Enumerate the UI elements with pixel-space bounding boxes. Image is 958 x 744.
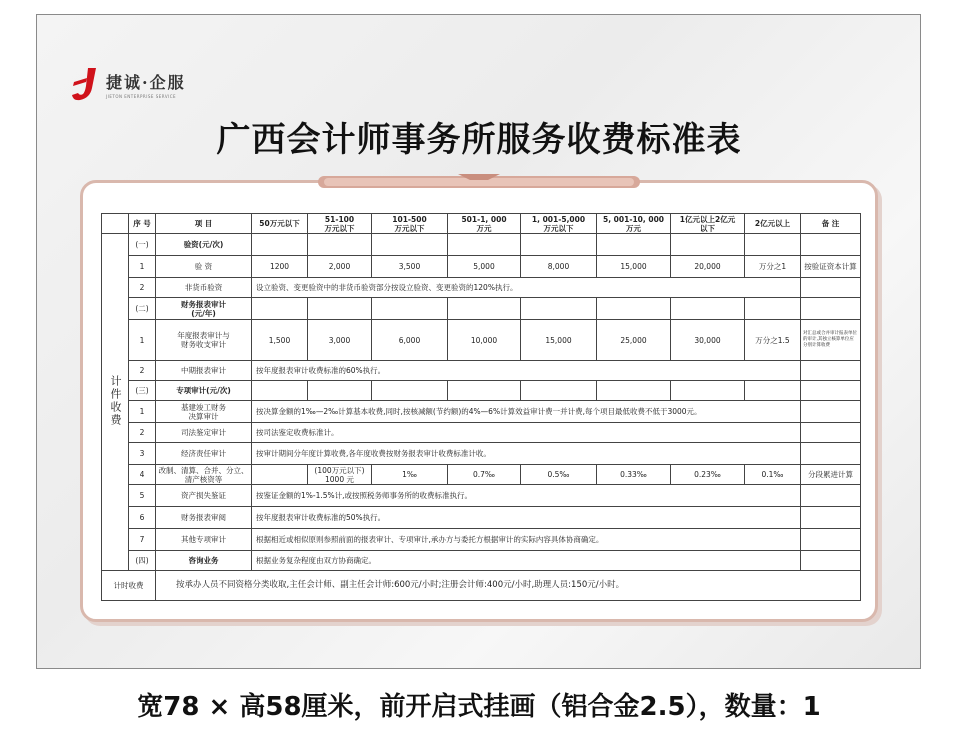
row-number: 6 — [129, 507, 156, 529]
side-label-cell — [102, 234, 129, 571]
empty-cell — [372, 381, 448, 401]
hourly-fee-row — [102, 571, 861, 601]
empty-cell — [252, 381, 308, 401]
fee-value: 15,000 — [521, 320, 597, 361]
fee-value: (100万元以下) 1000 元 — [308, 465, 372, 485]
row-number: 1 — [129, 256, 156, 278]
row-item: 司法鉴定审计 — [156, 423, 252, 443]
row-note: 对汇总或合并审计报表单位的审计,其独立核算单位应分别计算收费 — [801, 320, 861, 361]
empty-cell — [252, 234, 308, 256]
empty-cell — [372, 298, 448, 320]
fee-value: 0.1‰ — [745, 465, 801, 485]
column-header: 序 号 — [129, 214, 156, 234]
row-number: (四) — [129, 551, 156, 571]
empty-cell — [448, 234, 521, 256]
table-row — [102, 529, 861, 551]
row-description: 按年度报表审计收费标准的60%执行。 — [252, 361, 801, 381]
row-item: 财务报表审阅 — [156, 507, 252, 529]
table-row — [102, 551, 861, 571]
empty-cell — [448, 298, 521, 320]
empty-cell — [597, 234, 671, 256]
fee-value: 10,000 — [448, 320, 521, 361]
row-item: 验资(元/次) — [156, 234, 252, 256]
empty-cell — [745, 234, 801, 256]
row-note: 分段累进计算 — [801, 465, 861, 485]
fee-value: 5,000 — [448, 256, 521, 278]
row-description: 按决算金额的1‰—2‰计算基本收费,同时,按核减额(节约额)的4%—6%计算效益审计费一并计费,每个项目最低收费不低于3000元。 — [252, 401, 801, 423]
brand-logo — [70, 66, 186, 102]
row-item: 验 资 — [156, 256, 252, 278]
row-description: 设立验资、变更验资中的非货币验资部分按设立验资、变更验资的120%执行。 — [252, 278, 801, 298]
row-item: 其他专项审计 — [156, 529, 252, 551]
table-row — [102, 485, 861, 507]
table-row — [102, 465, 861, 485]
row-number: 1 — [129, 320, 156, 361]
blank-corner-cell — [102, 214, 129, 234]
row-description: 按司法鉴定收费标准计。 — [252, 423, 801, 443]
row-number: 4 — [129, 465, 156, 485]
empty-cell — [671, 234, 745, 256]
table-row — [102, 278, 861, 298]
row-note — [801, 443, 861, 465]
empty-cell — [521, 298, 597, 320]
row-number: (二) — [129, 298, 156, 320]
table-row — [102, 507, 861, 529]
row-note: 按验证资本计算 — [801, 256, 861, 278]
empty-cell — [801, 298, 861, 320]
row-item: 非货币验资 — [156, 278, 252, 298]
column-header: 1, 001-5,000 万元以下 — [521, 214, 597, 234]
row-note — [801, 401, 861, 423]
empty-cell — [252, 298, 308, 320]
brand-name: 捷诚·企服 — [106, 72, 186, 92]
column-header: 1亿元以上2亿元 以下 — [671, 214, 745, 234]
fee-value: 3,000 — [308, 320, 372, 361]
empty-cell — [671, 381, 745, 401]
empty-cell — [521, 234, 597, 256]
row-note — [801, 278, 861, 298]
column-header: 101-500 万元以下 — [372, 214, 448, 234]
empty-cell — [521, 381, 597, 401]
column-header: 备 注 — [801, 214, 861, 234]
empty-cell — [308, 234, 372, 256]
row-description: 按年度报表审计收费标准的50%执行。 — [252, 507, 801, 529]
empty-cell — [745, 381, 801, 401]
fee-value: 0.23‰ — [671, 465, 745, 485]
row-number: 2 — [129, 423, 156, 443]
fee-value: 25,000 — [597, 320, 671, 361]
row-number: 7 — [129, 529, 156, 551]
fee-value: 1200 — [252, 256, 308, 278]
row-item: 经济责任审计 — [156, 443, 252, 465]
fee-standard-table — [101, 213, 861, 601]
fee-value — [252, 465, 308, 485]
row-description: 按审计期间分年度计算收费,各年度收费按财务报表审计收费标准计收。 — [252, 443, 801, 465]
row-item: 中期报表审计 — [156, 361, 252, 381]
column-header: 501-1, 000 万元 — [448, 214, 521, 234]
ribbon-decoration — [318, 174, 640, 190]
fee-value: 3,500 — [372, 256, 448, 278]
row-number: 2 — [129, 278, 156, 298]
row-number: 3 — [129, 443, 156, 465]
empty-cell — [745, 298, 801, 320]
row-item: 财务报表审计 (元/年) — [156, 298, 252, 320]
row-note — [801, 485, 861, 507]
fee-value: 1,500 — [252, 320, 308, 361]
fee-value: 万分之1 — [745, 256, 801, 278]
table-row — [102, 361, 861, 381]
fee-value: 0.5‰ — [521, 465, 597, 485]
fee-value: 2,000 — [308, 256, 372, 278]
brand-subtitle: JIETON ENTERPRISE SERVICE — [106, 93, 177, 99]
side-label: 计件收费 — [109, 375, 122, 427]
table-row — [102, 256, 861, 278]
table-header-row — [102, 214, 861, 234]
row-note — [801, 423, 861, 443]
row-number: (一) — [129, 234, 156, 256]
column-header: 2亿元以上 — [745, 214, 801, 234]
row-note — [801, 529, 861, 551]
row-description: 按鉴证金额的1%-1.5%计,或按照税务师事务所的收费标准执行。 — [252, 485, 801, 507]
column-header: 50万元以下 — [252, 214, 308, 234]
fee-value: 1‰ — [372, 465, 448, 485]
empty-cell — [671, 298, 745, 320]
column-header: 5, 001-10, 000 万元 — [597, 214, 671, 234]
fee-value: 6,000 — [372, 320, 448, 361]
row-note — [801, 551, 861, 571]
table-row — [102, 401, 861, 423]
empty-cell — [597, 381, 671, 401]
row-description: 根据业务复杂程度由双方协商确定。 — [252, 551, 801, 571]
row-description: 根据相近或相似原则参照前面的报表审计、专项审计,承办方与委托方根据审计的实际内容具体协商确定。 — [252, 529, 801, 551]
empty-cell — [308, 298, 372, 320]
fee-value: 15,000 — [597, 256, 671, 278]
row-item: 年度报表审计与 财务收支审计 — [156, 320, 252, 361]
empty-cell — [801, 234, 861, 256]
table-row — [102, 298, 861, 320]
footer-spec: 宽78 × 高58厘米，前开启式挂画（铝合金2.5），数量：1 — [137, 692, 821, 722]
page-title: 广西会计师事务所服务收费标准表 — [216, 120, 742, 160]
row-note — [801, 361, 861, 381]
table-row — [102, 234, 861, 256]
hourly-description: 按承办人员不同资格分类收取,主任会计师、副主任会计师:600元/小时;注册会计师:400元/小时,助理人员:150元/小时。 — [156, 571, 861, 601]
row-number: 2 — [129, 361, 156, 381]
empty-cell — [448, 381, 521, 401]
row-item: 改制、清算、合并、分立、 清产核资等 — [156, 465, 252, 485]
fee-value: 0.33‰ — [597, 465, 671, 485]
empty-cell — [801, 381, 861, 401]
fee-value: 30,000 — [671, 320, 745, 361]
empty-cell — [308, 381, 372, 401]
fee-value: 万分之1.5 — [745, 320, 801, 361]
hourly-label: 计时收费 — [102, 571, 156, 601]
row-number: 5 — [129, 485, 156, 507]
row-item: 咨询业务 — [156, 551, 252, 571]
table-row — [102, 423, 861, 443]
table-row — [102, 381, 861, 401]
table-row — [102, 443, 861, 465]
fee-value: 0.7‰ — [448, 465, 521, 485]
brand-j-icon — [70, 66, 100, 102]
fee-value: 20,000 — [671, 256, 745, 278]
row-number: 1 — [129, 401, 156, 423]
column-header: 项 目 — [156, 214, 252, 234]
empty-cell — [372, 234, 448, 256]
row-item: 基建竣工财务 决算审计 — [156, 401, 252, 423]
fee-value: 8,000 — [521, 256, 597, 278]
row-number: (三) — [129, 381, 156, 401]
column-header: 51-100 万元以下 — [308, 214, 372, 234]
table-row — [102, 320, 861, 361]
row-item: 专项审计(元/次) — [156, 381, 252, 401]
row-item: 资产损失鉴证 — [156, 485, 252, 507]
empty-cell — [597, 298, 671, 320]
row-note — [801, 507, 861, 529]
